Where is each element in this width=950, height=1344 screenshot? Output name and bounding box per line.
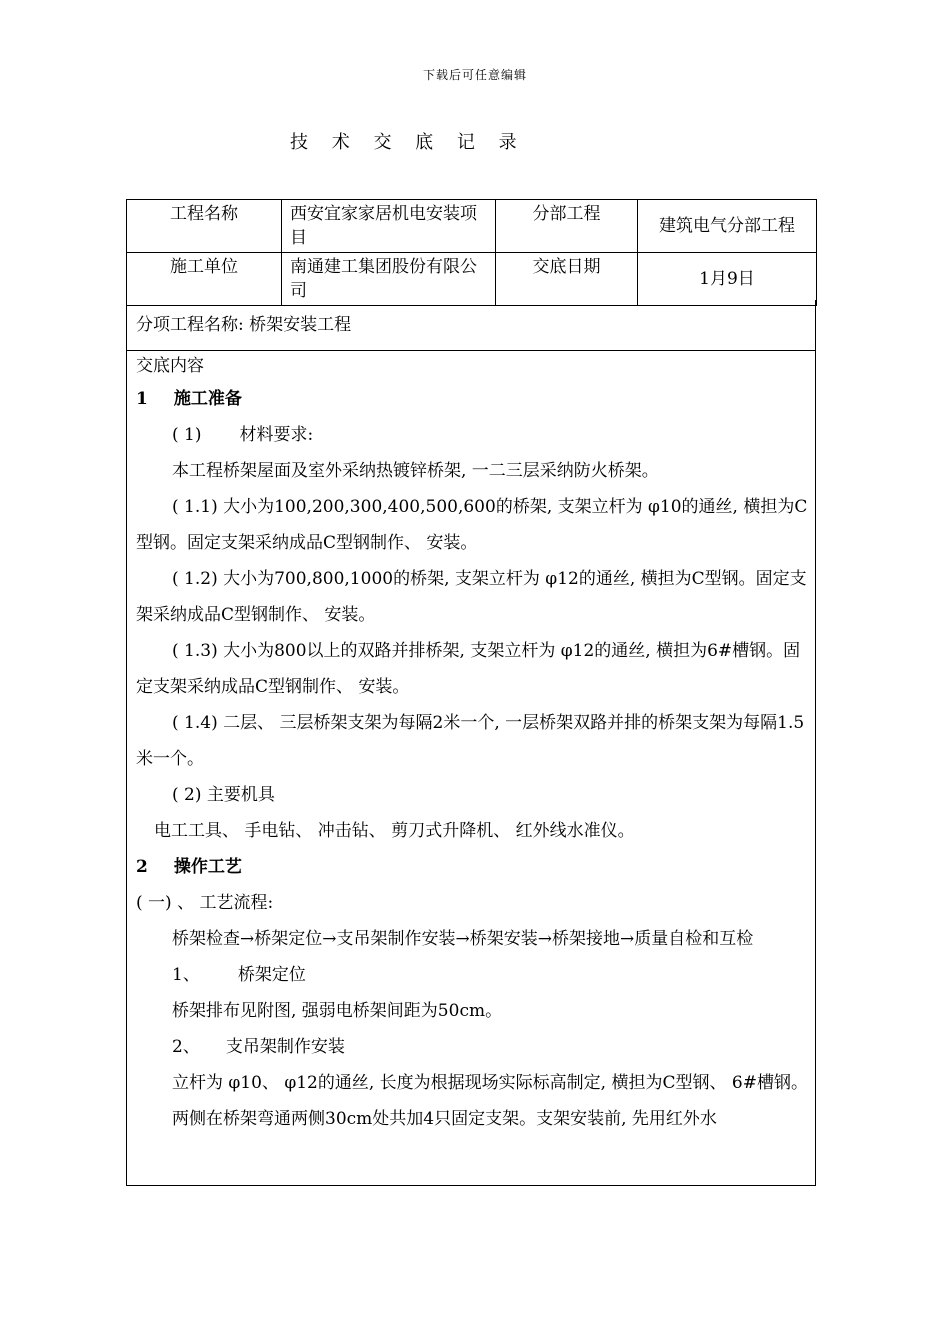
division-value: 建筑电气分部工程 (638, 200, 817, 253)
project-name-value: 西安宜家家居机电安装项目 (282, 200, 496, 253)
disclosure-content (127, 351, 815, 1137)
date-value: 1月9日 (638, 253, 817, 306)
section-2-b-paragraph-2: 两侧在桥架弯通两侧30cm处共加4只固定支架。支架安装前, 先用红外水 (172, 1109, 717, 1129)
section-1-paragraph-1: 本工程桥架屋面及室外采纳热镀锌桥架, 一二三层采纳防火桥架。 (172, 461, 659, 481)
section-2-a-paragraph: 桥架排布见附图, 强弱电桥架间距为50cm。 (172, 1001, 503, 1021)
section-2-1-heading: ( 一) 、 工艺流程: (136, 893, 274, 913)
disclosure-body (126, 300, 816, 1186)
section-2-number: 2 (136, 857, 148, 877)
section-1-paragraph-4: ( 1.3) 大小为800以上的双路并排桥架, 支架立杆为 φ12的通丝, 横担为6#槽钢。固定支架采纳成品C型钢制作、 安装。 (136, 641, 801, 697)
section-2-b-paragraph-1: 立杆为 φ10、 φ12的通丝, 长度为根据现场实际标高制定, 横担为C型钢、 6#槽钢。 (172, 1073, 808, 1093)
section-2-a-number: 1、 (172, 965, 200, 985)
info-row-contractor (127, 253, 817, 306)
section-2-a-heading (136, 957, 811, 993)
section-1-2-heading: ( 2) 主要机具 (172, 785, 275, 805)
document-title: 技 术 交 底 记 录 (290, 132, 526, 153)
section-2-b-number: 2、 (172, 1037, 200, 1057)
section-1-paragraph-3: ( 1.2) 大小为700,800,1000的桥架, 支架立杆为 φ12的通丝, 横担为C型钢。固定支架采纳成品C型钢制作、 安装。 (136, 569, 807, 625)
section-1-1-number: ( 1) (172, 425, 202, 445)
section-1-heading (136, 381, 811, 417)
section-1-1-heading (136, 417, 811, 453)
section-1-number: 1 (136, 389, 148, 409)
info-table (126, 199, 817, 306)
section-2-title: 操作工艺 (173, 857, 242, 877)
section-1-2-paragraph: 电工工具、 手电钻、 冲击钻、 剪刀式升降机、 红外线水准仪。 (154, 821, 635, 841)
section-2-heading (136, 849, 811, 885)
section-2-b-heading (136, 1029, 811, 1065)
section-1-paragraph-5: ( 1.4) 二层、 三层桥架支架为每隔2米一个, 一层桥架双路并排的桥架支架为每隔1.5米一个。 (136, 713, 805, 769)
section-1-1-title: 材料要求: (239, 425, 314, 445)
section-1-paragraph-2: ( 1.1) 大小为100,200,300,400,500,600的桥架, 支架立杆为 φ10的通丝, 横担为C型钢。固定支架采纳成品C型钢制作、 安装。 (136, 497, 808, 553)
division-label: 分部工程 (496, 200, 638, 253)
section-2-1-paragraph: 桥架检查→桥架定位→支吊架制作安装→桥架安装→桥架接地→质量自检和互检 (172, 929, 754, 949)
info-row-project (127, 200, 817, 253)
project-name-label: 工程名称 (127, 200, 282, 253)
contractor-label: 施工单位 (127, 253, 282, 306)
date-label: 交底日期 (496, 253, 638, 306)
subitem-name: 分项工程名称: 桥架安装工程 (127, 300, 815, 351)
section-1-title: 施工准备 (173, 389, 242, 409)
section-2-a-title: 桥架定位 (237, 965, 306, 985)
content-heading: 交底内容 (136, 356, 204, 376)
contractor-value: 南通建工集团股份有限公司 (282, 253, 496, 306)
section-2-b-title: 支吊架制作安装 (225, 1037, 345, 1057)
header-note: 下载后可任意编辑 (422, 68, 527, 82)
